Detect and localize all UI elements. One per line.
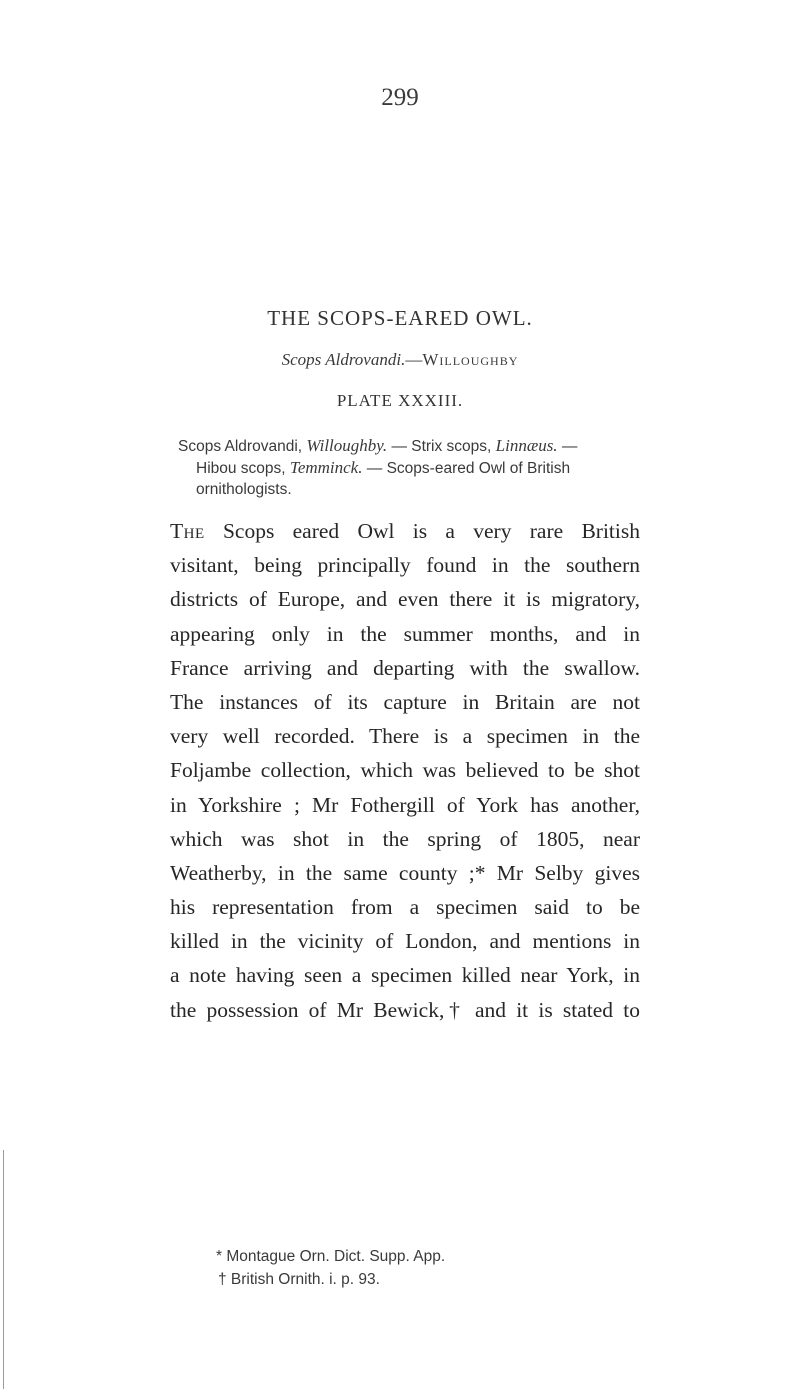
body-line: Weatherby, in the same county ;* Mr Selby gives: [170, 860, 640, 885]
body-line: France arriving and departing with the swallow.: [170, 655, 640, 680]
footnote: † British Ornith. i. p. 93.: [218, 1271, 380, 1288]
synonymy-text: Scops Aldrovandi,: [178, 438, 307, 455]
body-first-word: The: [170, 519, 205, 543]
body-line: districts of Europe, and even there it is migratory,: [170, 587, 640, 612]
synonymy-text: — Scops-eared Owl of British: [362, 460, 571, 477]
body-line: in Yorkshire ; Mr Fothergill of York has another,: [170, 792, 640, 817]
synonymy-text: — Strix scops,: [387, 438, 496, 455]
body-line: very well recorded. There is a specimen in the: [170, 724, 640, 749]
body-line: visitant, being principally found in the southern: [170, 553, 640, 578]
body-line: [170, 514, 640, 548]
body-line: which was shot in the spring of 1805, near: [170, 826, 640, 851]
synonymy-block: [178, 435, 648, 500]
page-edge-rule: [3, 1150, 4, 1389]
footnotes: [216, 1245, 636, 1291]
body-line: appearing only in the summer months, and in: [170, 621, 640, 646]
body-line-text: Scops eared Owl is a very rare British: [204, 519, 640, 543]
subtitle-latin-name: Scops Aldrovandi.: [281, 350, 406, 369]
synonymy-line: [178, 479, 648, 500]
plate-label: PLATE XXXIII.: [336, 391, 464, 410]
synonymy-line: [178, 435, 648, 457]
subtitle-author: Willoughby: [422, 350, 519, 369]
body-line: The instances of its capture in Britain are not: [170, 689, 640, 714]
synonymy-authority: Linnæus.: [495, 436, 558, 455]
synonymy-text: Hibou scops,: [196, 460, 290, 477]
chapter-subtitle: [0, 350, 800, 370]
body-line: the possession of Mr Bewick,† and it is stated to: [170, 997, 640, 1022]
subtitle-separator: —: [405, 350, 423, 369]
body-line: killed in the vicinity of London, and mentions in: [170, 929, 640, 954]
body-line: a note having seen a specimen killed near York, in: [170, 963, 640, 988]
synonymy-line: [178, 457, 648, 479]
body-line: his representation from a specimen said to be: [170, 895, 640, 920]
chapter-title: THE SCOPS-EARED OWL.: [267, 306, 533, 330]
footnote: * Montague Orn. Dict. Supp. App.: [216, 1248, 446, 1265]
synonymy-text: —: [557, 438, 578, 455]
body-line: Foljambe collection, which was believed to be shot: [170, 758, 640, 783]
synonymy-text: ornithologists.: [196, 481, 292, 498]
synonymy-authority: Temminck.: [289, 458, 363, 477]
synonymy-authority: Willoughby.: [306, 436, 388, 455]
page-number: 299: [381, 84, 419, 111]
body-paragraph: [170, 514, 640, 1027]
